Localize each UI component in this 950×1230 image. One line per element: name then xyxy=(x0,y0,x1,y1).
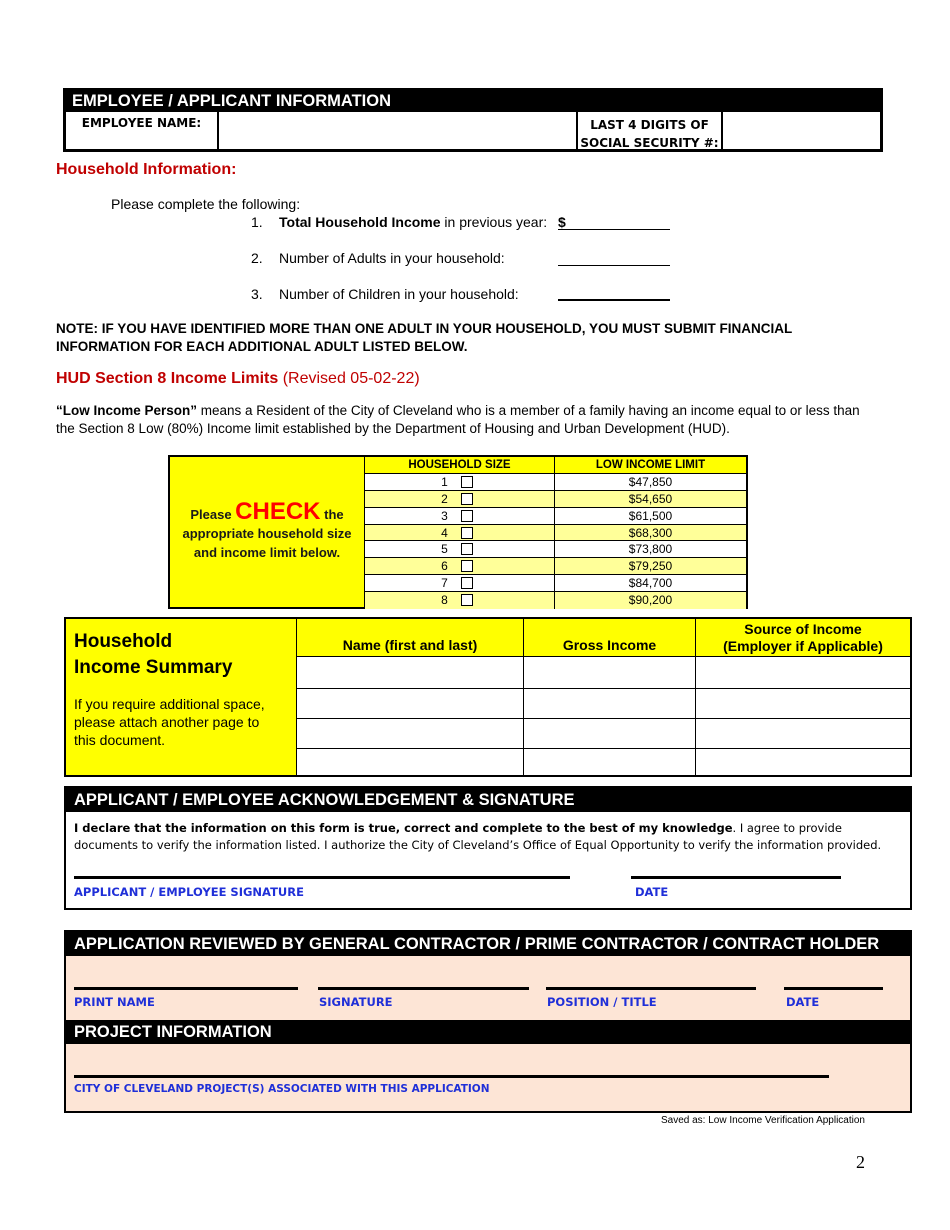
ssn-field[interactable] xyxy=(723,112,880,152)
income-summary-title xyxy=(74,629,284,681)
check-pre: Please xyxy=(190,507,236,522)
household-size: 8 xyxy=(441,593,448,608)
acknowledgement-header: APPLICANT / EMPLOYEE ACKNOWLEDGEMENT & SIGNATURE xyxy=(66,788,910,812)
applicant-date-label: DATE xyxy=(635,885,669,899)
income-summary-header-row xyxy=(297,619,910,657)
income-limit-header: LOW INCOME LIMIT xyxy=(595,459,706,471)
check-instruction-line2: appropriate household size xyxy=(182,526,352,541)
ssn-label-line2: SOCIAL SECURITY #: xyxy=(580,136,719,150)
hud-title-main: HUD Section 8 Income Limits xyxy=(56,370,279,387)
ssn-label xyxy=(578,112,723,152)
household-intro: Please complete the following: xyxy=(111,196,301,212)
check-instruction-line3: and income limit below. xyxy=(193,545,341,560)
employee-info-header: EMPLOYEE / APPLICANT INFORMATION xyxy=(66,91,880,112)
table-row xyxy=(297,689,910,719)
household-item-3-label: Number of Children in your household: xyxy=(279,286,519,302)
income-summary-title-line2: Income Summary xyxy=(74,657,233,678)
declaration-bold: I declare that the information on this form is true, correct and complete to the best of my knowledge xyxy=(74,821,733,835)
household-size-checkbox[interactable] xyxy=(461,493,473,505)
household-size: 4 xyxy=(441,525,448,540)
name-cell[interactable] xyxy=(297,719,524,748)
household-size-checkbox[interactable] xyxy=(461,476,473,488)
household-size-header: HOUSEHOLD SIZE xyxy=(365,457,555,473)
check-instruction-line1 xyxy=(190,498,344,525)
household-size: 1 xyxy=(441,474,448,489)
project-info-header: PROJECT INFORMATION xyxy=(66,1020,910,1044)
applicant-signature-label: APPLICANT / EMPLOYEE SIGNATURE xyxy=(74,885,304,899)
household-size-checkbox[interactable] xyxy=(461,510,473,522)
low-income-term: “Low Income Person” xyxy=(56,403,198,418)
household-item-1-rest: in previous year: xyxy=(440,214,548,230)
employee-info-box xyxy=(63,88,883,152)
name-cell[interactable] xyxy=(297,657,524,688)
page-number: 2 xyxy=(856,1152,865,1172)
household-size: 3 xyxy=(441,508,448,523)
employee-name-field[interactable] xyxy=(219,112,578,152)
ssn-label-line1: LAST 4 DIGITS OF xyxy=(590,118,709,132)
review-box xyxy=(64,930,912,1113)
source-header-line2: (Employer if Applicable) xyxy=(723,637,883,654)
low-income-definition-text: means a Resident of the City of Cleveland who is a member of a family having an income equal to or less than the Section 8 Low (80%) Income limit established by the Department of Housing and Urban Development (HUD). xyxy=(56,403,860,436)
name-cell[interactable] xyxy=(297,689,524,718)
income-summary-side xyxy=(66,619,297,775)
print-name-line[interactable] xyxy=(74,987,298,990)
hud-row xyxy=(365,575,746,592)
acknowledgement-text xyxy=(74,820,906,854)
hud-header-row xyxy=(365,457,746,474)
hud-revised: (Revised 05-02-22) xyxy=(282,370,420,387)
dollar-sign: $ xyxy=(558,214,566,230)
hud-row xyxy=(365,592,746,609)
household-size-checkbox[interactable] xyxy=(461,527,473,539)
income-limit: $68,300 xyxy=(628,525,673,540)
hud-grid xyxy=(365,457,746,609)
position-title-line[interactable] xyxy=(546,987,756,990)
income-limit: $90,200 xyxy=(628,593,673,608)
household-size: 7 xyxy=(441,576,448,591)
household-size-checkbox[interactable] xyxy=(461,577,473,589)
hud-row xyxy=(365,541,746,558)
gross-income-cell[interactable] xyxy=(524,749,696,775)
applicant-date-line[interactable] xyxy=(631,876,841,879)
additional-adult-note: NOTE: IF YOU HAVE IDENTIFIED MORE THAN ONE ADULT IN YOUR HOUSEHOLD, YOU MUST SUBMIT FINANCIAL INFORMATION FOR EACH ADDITIONAL ADULT LISTED BELOW. xyxy=(56,321,793,354)
source-cell[interactable] xyxy=(696,657,910,688)
source-column-header xyxy=(696,619,910,656)
source-header-line1: Source of Income xyxy=(744,620,862,637)
reviewer-signature-label: SIGNATURE xyxy=(319,995,393,1009)
hud-title xyxy=(56,370,420,388)
hud-row xyxy=(365,525,746,542)
household-size-checkbox[interactable] xyxy=(461,560,473,572)
check-word: CHECK xyxy=(235,498,321,525)
income-summary-table xyxy=(64,617,912,777)
source-cell[interactable] xyxy=(696,749,910,775)
reviewer-date-line[interactable] xyxy=(784,987,883,990)
household-item-2-num: 2. xyxy=(251,250,263,266)
household-item-1-bold: Total Household Income xyxy=(279,214,441,230)
income-limit: $47,850 xyxy=(628,474,673,489)
income-summary-title-line1: Household xyxy=(74,631,173,652)
gross-income-cell[interactable] xyxy=(524,657,696,688)
name-cell[interactable] xyxy=(297,749,524,775)
income-summary-note: If you require additional space, please attach another page to this document. xyxy=(74,696,265,748)
income-limit: $84,700 xyxy=(628,576,673,591)
household-size: 2 xyxy=(441,491,448,506)
household-info-title: Household Information: xyxy=(56,161,237,178)
hud-row xyxy=(365,491,746,508)
household-size: 6 xyxy=(441,559,448,574)
review-header: APPLICATION REVIEWED BY GENERAL CONTRACTOR / PRIME CONTRACTOR / CONTRACT HOLDER xyxy=(66,932,910,956)
income-summary-grid xyxy=(297,619,910,775)
table-row xyxy=(297,657,910,689)
household-item-2-label: Number of Adults in your household: xyxy=(279,250,505,266)
household-size-checkbox[interactable] xyxy=(461,543,473,555)
applicant-signature-line[interactable] xyxy=(74,876,570,879)
household-item-1-label xyxy=(279,214,547,230)
hud-row xyxy=(365,474,746,491)
gross-income-column-header: Gross Income xyxy=(524,619,696,656)
print-name-label: PRINT NAME xyxy=(74,995,155,1009)
household-size-checkbox[interactable] xyxy=(461,594,473,606)
reviewer-date-label: DATE xyxy=(786,995,820,1009)
children-count-field[interactable] xyxy=(558,287,670,301)
position-title-label: POSITION / TITLE xyxy=(547,995,657,1009)
source-cell[interactable] xyxy=(696,719,910,748)
source-cell[interactable] xyxy=(696,689,910,718)
check-post: the xyxy=(320,507,344,522)
acknowledgement-box xyxy=(64,786,912,910)
project-line[interactable] xyxy=(74,1075,829,1078)
low-income-definition xyxy=(56,402,876,438)
income-limit: $73,800 xyxy=(628,542,673,557)
saved-as-note: Saved as: Low Income Verification Application xyxy=(660,1115,865,1126)
table-row xyxy=(297,719,910,749)
income-limit: $54,650 xyxy=(628,491,673,506)
household-item-1-num: 1. xyxy=(251,214,263,230)
reviewer-signature-line[interactable] xyxy=(318,987,529,990)
hud-row xyxy=(365,558,746,575)
declaration-rest: . I agree to provide documents to verify the information listed. I authorize the City of Cleveland’s Office of Equal Opportunity to verify the information provided. xyxy=(74,821,882,852)
employee-name-label: EMPLOYEE NAME: xyxy=(66,112,219,152)
name-column-header: Name (first and last) xyxy=(297,619,524,656)
income-limit: $79,250 xyxy=(628,559,673,574)
check-instruction xyxy=(170,457,365,607)
project-label: CITY OF CLEVELAND PROJECT(S) ASSOCIATED WITH THIS APPLICATION xyxy=(74,1083,490,1095)
gross-income-cell[interactable] xyxy=(524,719,696,748)
hud-row xyxy=(365,508,746,525)
household-item-3-num: 3. xyxy=(251,286,263,302)
total-income-field[interactable] xyxy=(558,216,670,230)
gross-income-cell[interactable] xyxy=(524,689,696,718)
adults-count-field[interactable] xyxy=(558,252,670,266)
table-row xyxy=(297,749,910,775)
income-limit: $61,500 xyxy=(628,508,673,523)
household-size: 5 xyxy=(441,542,448,557)
hud-income-table xyxy=(168,455,748,609)
